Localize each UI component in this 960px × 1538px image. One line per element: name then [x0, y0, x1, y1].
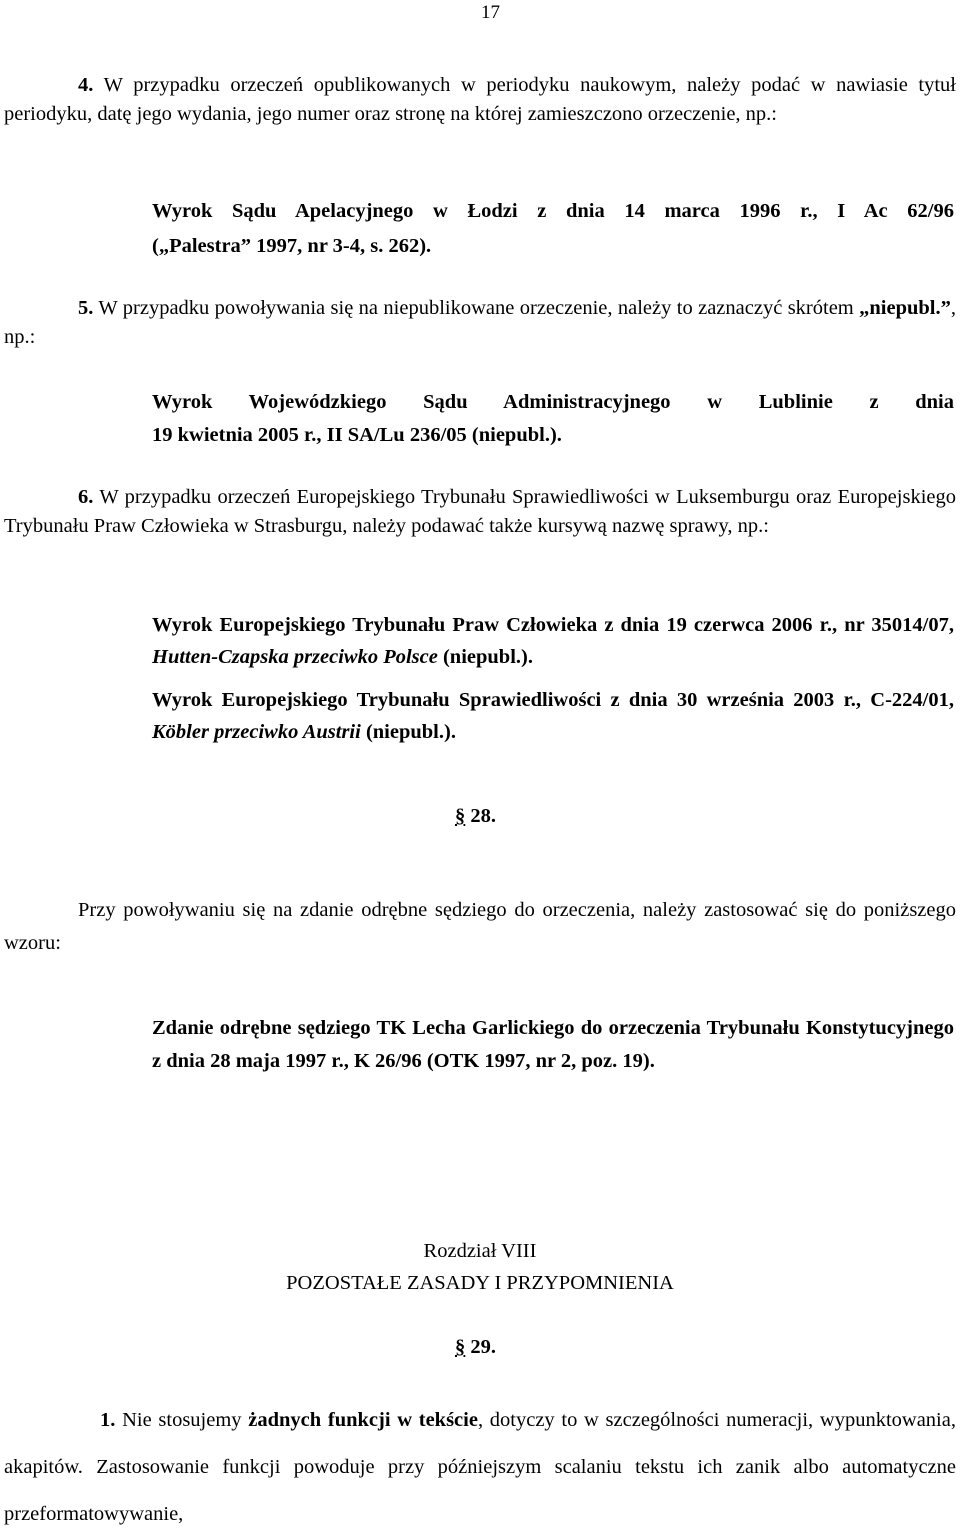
- section-28-number: 28.: [465, 805, 496, 827]
- item-5-number: 5.: [78, 297, 94, 319]
- item-6-example-1-suffix: (niepubl.).: [437, 646, 533, 668]
- section-29-item-1: [4, 1397, 956, 1538]
- section-29-item-1-emphasis: żadnych funkcji w tekście: [248, 1409, 478, 1431]
- section-29-item-1-number: 1.: [100, 1409, 116, 1431]
- item-4-example-line-2: („Palestra” 1997, nr 3-4, s. 262).: [152, 235, 432, 257]
- item-4-example-line-1: Wyrok Sądu Apelacyjnego w Łodzi z dnia 14 marca 1996 r., I Ac 62/96: [152, 200, 954, 222]
- item-4-number: 4.: [78, 74, 94, 96]
- section-28-example: Zdanie odrębne sędziego TK Lecha Garlickiego do orzeczenia Trybunału Konstytucyjnego z dnia 28 maja 1997 r., K 26/96 (OTK 1997, nr 2, poz. 19).: [152, 1017, 954, 1072]
- item-5-example-line-1: Wyrok Wojewódzkiego Sądu Administracyjnego w Lublinie z dnia: [152, 391, 954, 413]
- item-6-example-1-text: Wyrok Europejskiego Trybunału Praw Człowieka z dnia 19 czerwca 2006 r., nr 35014/07,: [152, 614, 954, 636]
- item-4-paragraph: [4, 71, 956, 129]
- page-number: 17: [481, 2, 500, 23]
- item-6-example-1-case: Hutten-Czapska przeciwko Polsce: [152, 646, 438, 668]
- item-6-example-1: [152, 609, 954, 673]
- chapter-title: Rozdział VIII: [423, 1240, 537, 1262]
- section-28-symbol: §: [455, 805, 466, 827]
- item-5-abbreviation: „niepubl.”: [859, 297, 951, 319]
- section-29-item-1-text-b: , dotyczy to w szczególności numeracji, wypunktowania, akapitów. Zastosowanie funkcji powoduje przy późniejszym scalaniu tekstu ich zanik albo automatyczne przeformatowywanie,: [4, 1409, 956, 1525]
- item-6-example-2-case: Köbler przeciwko Austrii: [152, 721, 361, 743]
- section-29-symbol: §: [455, 1336, 466, 1358]
- item-5-paragraph: [4, 294, 956, 352]
- section-28-paragraph: Przy powoływaniu się na zdanie odrębne sędziego do orzeczenia, należy zastosować się do poniższego wzoru:: [4, 899, 956, 954]
- section-29-number: 29.: [465, 1336, 496, 1358]
- item-4-text: W przypadku orzeczeń opublikowanych w periodyku naukowym, należy podać w nawiasie tytuł periodyku, datę jego wydania, jego numer oraz stronę na której zamieszczono orzeczenie, np.:: [4, 74, 956, 125]
- item-6-example-2-text: Wyrok Europejskiego Trybunału Sprawiedliwości z dnia 30 września 2003 r., C-224/01,: [152, 689, 954, 711]
- item-6-paragraph: [4, 483, 956, 541]
- chapter-subtitle: POZOSTAŁE ZASADY I PRZYPOMNIENIA: [286, 1272, 674, 1294]
- item-5-text-end: , np.:: [4, 297, 956, 348]
- section-29-heading: [455, 1336, 496, 1359]
- item-6-example-2: [152, 684, 954, 748]
- item-5-example-line-2: 19 kwietnia 2005 r., II SA/Lu 236/05 (niepubl.).: [152, 424, 562, 446]
- section-29-item-1-text-a: Nie stosujemy: [115, 1409, 249, 1431]
- item-6-example-2-suffix: (niepubl.).: [360, 721, 456, 743]
- item-6-text: W przypadku orzeczeń Europejskiego Trybunału Sprawiedliwości w Luksemburgu oraz Europejskiego Trybunału Praw Człowieka w Strasburgu, należy podawać także kursywą nazwę sprawy, np.:: [4, 486, 956, 537]
- item-6-number: 6.: [78, 486, 94, 508]
- section-28-heading: [455, 805, 496, 828]
- item-5-text: W przypadku powoływania się na niepublikowane orzeczenie, należy to zaznaczyć skrótem: [93, 297, 860, 319]
